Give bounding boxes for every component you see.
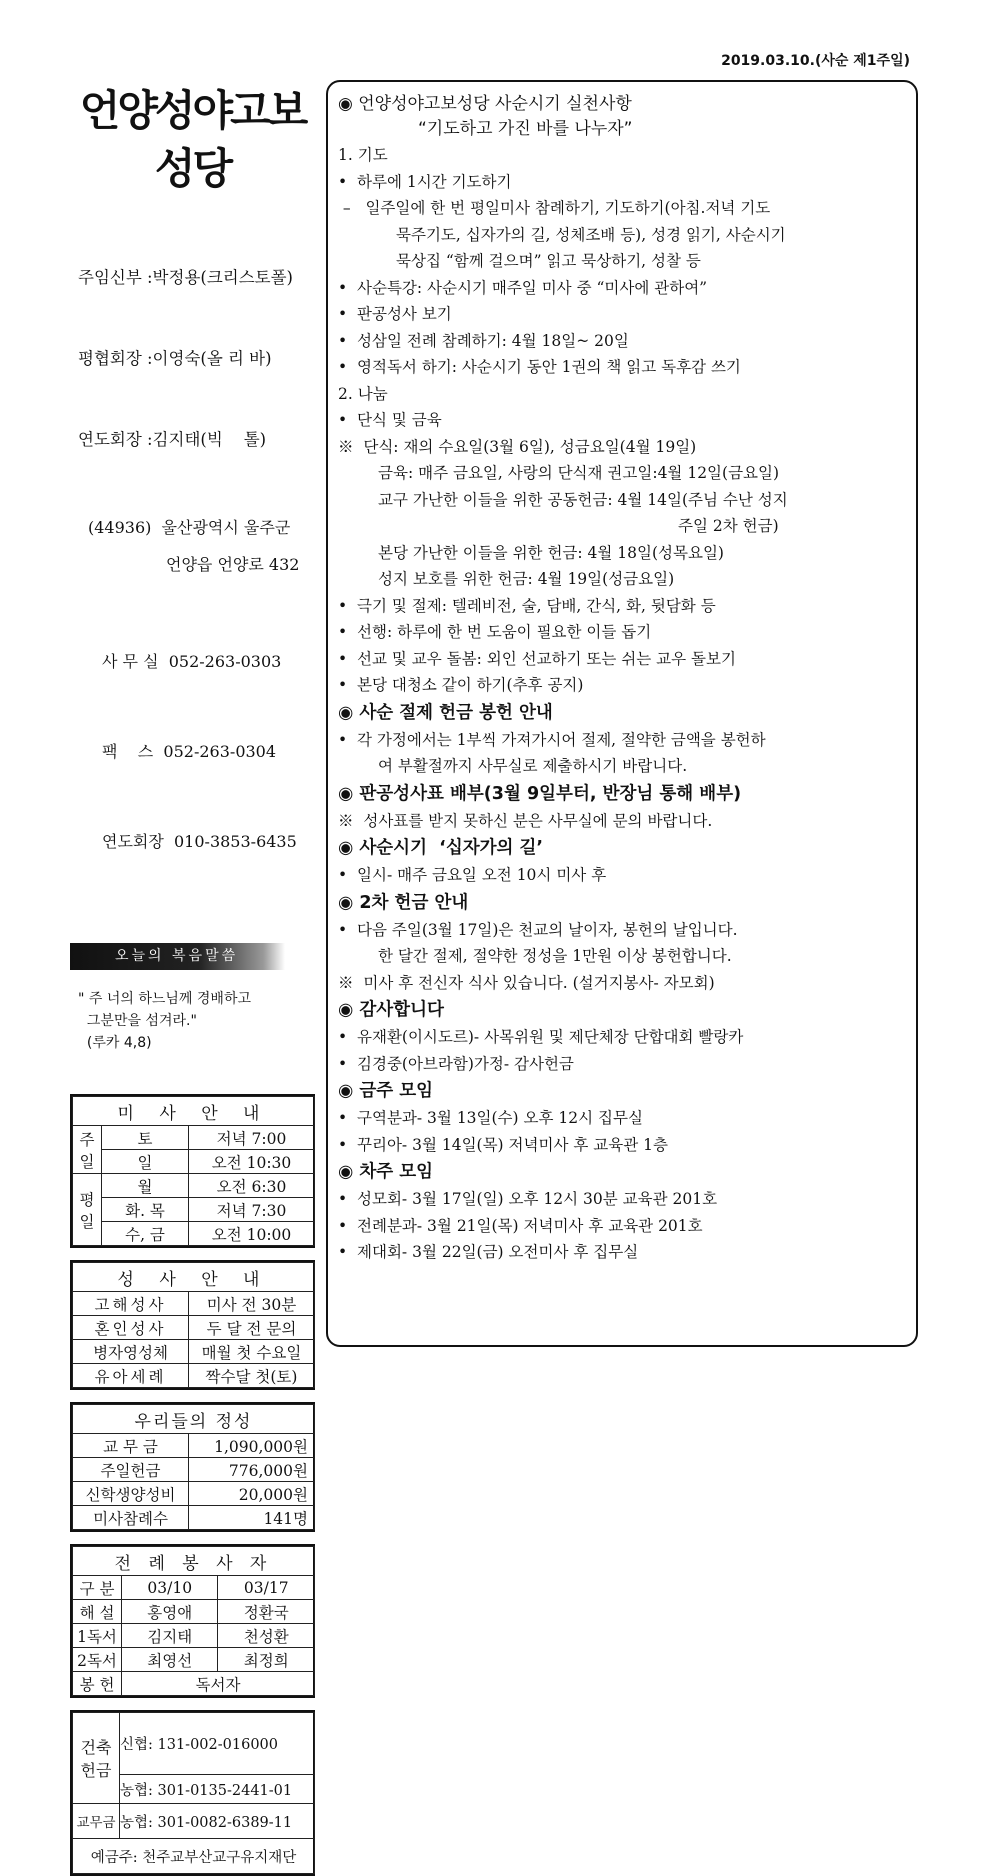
section-heading: ◉ 금주 모임 <box>338 1081 434 1101</box>
mass-time: 오전 6:30 <box>189 1174 315 1198</box>
sacrament-name: 혼인성사 <box>73 1316 189 1340</box>
notice-line: • 구역분과- 3월 13일(수) 오후 12시 집무실 <box>338 1109 643 1127</box>
section-heading: ◉ 2차 헌금 안내 <box>338 892 469 913</box>
liturgy-person: 최정희 <box>218 1648 315 1672</box>
mass-day: 수, 금 <box>102 1222 189 1246</box>
building-account-2: 농협: 301-0135-2441-01 <box>120 1775 315 1804</box>
notice-line: • 사순특강: 사순시기 매주일 미사 중 “미사에 관하여” <box>338 278 708 297</box>
notice-line: 교구 가난한 이들을 위한 공동헌금: 4월 14일(주님 수난 성지 <box>378 490 788 509</box>
staff-pastor: 주임신부 :박정용(크리스토폴) <box>78 268 293 287</box>
mass-day: 화. 목 <box>102 1198 189 1222</box>
notice-line: ※ 미사 후 전신자 식사 있습니다. (설거지봉사- 자모회) <box>338 973 715 992</box>
sacrament-info: 매월 첫 수요일 <box>189 1340 315 1364</box>
church-title <box>70 82 315 198</box>
notice-line: • 제대회- 3월 22일(금) 오전미사 후 집무실 <box>338 1243 639 1261</box>
offerings-table <box>70 1402 315 1532</box>
notice-line: • 성삼일 전례 참례하기: 4월 18일~ 20일 <box>338 331 629 350</box>
notice-line: • 판공성사 보기 <box>338 305 452 323</box>
notice-line: 성지 보호를 위한 헌금: 4월 19일(성금요일) <box>378 570 675 588</box>
section-heading: ◉ 감사합니다 <box>338 1000 444 1020</box>
liturgy-date: 03/17 <box>218 1576 315 1600</box>
title-line-1: 언양성야고보 <box>79 86 306 135</box>
mass-day: 월 <box>102 1174 189 1198</box>
notice-line: • 단식 및 금육 <box>338 411 442 429</box>
mass-day: 토 <box>102 1126 189 1150</box>
notice-lines <box>338 142 913 1266</box>
notice-line: • 본당 대청소 같이 하기(추후 공지) <box>338 676 584 694</box>
contact-yeondo: 연도회장 010-3853-6435 <box>102 832 297 851</box>
section-heading: ◉ 사순 절제 헌금 봉헌 안내 <box>338 702 553 723</box>
notice-line: • 하루에 1시간 기도하기 <box>338 172 512 191</box>
liturgy-header: 전 례 봉 사 자 <box>73 1547 315 1576</box>
notice-line: – 일주일에 한 번 평일미사 참례하기, 기도하기(아침.저녁 기도 <box>338 199 771 217</box>
accounts-table <box>70 1710 315 1876</box>
contact-list <box>70 587 315 917</box>
bulletin-date: 2019.03.10.(사순 제1주일) <box>721 53 910 69</box>
notice-content <box>338 92 913 1266</box>
offering-name: 신학생양성비 <box>73 1482 189 1506</box>
staff-council: 평협회장 :이영숙(올 리 바) <box>78 349 272 368</box>
sacrament-name: 유아세례 <box>73 1364 189 1388</box>
liturgy-offering: 독서자 <box>122 1672 315 1696</box>
notice-line: 1. 기도 <box>338 146 388 164</box>
sacrament-name: 병자영성체 <box>73 1340 189 1364</box>
sacrament-name: 고해성사 <box>73 1292 189 1316</box>
mass-time: 저녁 7:00 <box>189 1126 315 1150</box>
liturgy-person: 천성환 <box>218 1624 315 1648</box>
mass-time: 오전 10:30 <box>189 1150 315 1174</box>
notice-line: • 다음 주일(3월 17일)은 천교의 날이자, 봉헌의 날입니다. <box>338 920 738 939</box>
main-slogan: “기도하고 가진 바를 나누자” <box>418 119 633 139</box>
mass-day: 일 <box>102 1150 189 1174</box>
mass-table <box>70 1094 315 1248</box>
notice-line: ※ 단식: 재의 수요일(3월 6일), 성금요일(4월 19일) <box>338 437 697 456</box>
sacrament-info: 미사 전 30분 <box>189 1292 315 1316</box>
mass-time: 오전 10:00 <box>189 1222 315 1246</box>
sacrament-info: 두 달 전 문의 <box>189 1316 315 1340</box>
section-heading: ◉ 판공성사표 배부(3월 9일부터, 반장님 통해 배부) <box>338 783 742 804</box>
gospel-text: " 주 너의 하느님께 경배하고 그분만을 섬겨라." (루카 4,8) <box>78 991 252 1051</box>
notice-line: 금육: 매주 금요일, 사랑의 단식재 권고일:4월 12일(금요일) <box>378 464 780 482</box>
liturgy-table <box>70 1544 315 1698</box>
notice-line: 묵상집 “함께 걸으며” 읽고 묵상하기, 성찰 등 <box>396 252 701 270</box>
liturgy-person: 최영선 <box>122 1648 218 1672</box>
offering-name: 주일헌금 <box>73 1458 189 1482</box>
notice-line: • 선교 및 교우 돌봄: 외인 선교하기 또는 쉬는 교우 돌보기 <box>338 649 736 668</box>
notice-line: 여 부활절까지 사무실로 제출하시기 바랍니다. <box>378 757 688 775</box>
liturgy-person: 정환국 <box>218 1600 315 1624</box>
staff-yeondo: 연도회장 :김지태(빅 톨) <box>78 430 267 449</box>
sacrament-table <box>70 1260 315 1390</box>
offering-amount: 776,000원 <box>189 1458 315 1482</box>
notice-line: • 유재환(이시도르)- 사목위원 및 제단체장 단합대회 빨랑카 <box>338 1028 744 1046</box>
notice-line: • 일시- 매주 금요일 오전 10시 미사 후 <box>338 866 607 884</box>
notice-line: 묵주기도, 십자가의 길, 성체조배 등), 성경 읽기, 사순시기 <box>396 225 786 244</box>
offering-amount: 20,000원 <box>189 1482 315 1506</box>
left-column <box>70 80 315 1876</box>
title-line-2: 성당 <box>154 144 231 193</box>
liturgy-role: 2독서 <box>73 1648 122 1672</box>
section-heading: ◉ 사순시기 ‘십자가의 길’ <box>338 838 544 858</box>
liturgy-person: 홍영애 <box>122 1600 218 1624</box>
section-heading: ◉ 차주 모임 <box>338 1162 434 1182</box>
liturgy-role: 해 설 <box>73 1600 122 1624</box>
sacrament-info: 짝수달 첫(토) <box>189 1364 315 1388</box>
address-line-2: 언양읍 언양로 432 <box>166 555 300 574</box>
liturgy-role: 봉 헌 <box>73 1672 122 1696</box>
address-line-1: (44936) 울산광역시 울주군 <box>88 518 291 537</box>
offerings-header: 우리들의 정성 <box>73 1405 315 1434</box>
offering-amount: 1,090,000원 <box>189 1434 315 1458</box>
building-account-1: 신협: 131-002-016000 <box>120 1713 315 1775</box>
staff-list <box>70 210 315 507</box>
notice-line: • 영적독서 하기: 사순시기 동안 1권의 책 읽고 독후감 쓰기 <box>338 358 741 376</box>
notice-line: 본당 가난한 이들을 위한 헌금: 4월 18일(성목요일) <box>378 543 724 562</box>
weekday-label: 평일 <box>73 1174 102 1246</box>
notice-line: • 선행: 하루에 한 번 도움이 필요한 이들 돕기 <box>338 623 652 641</box>
contact-office: 사 무 실 052-263-0303 <box>102 652 282 671</box>
church-account: 농협: 301-0082-6389-11 <box>120 1804 315 1839</box>
notice-line: • 꾸리아- 3월 14일(목) 저녁미사 후 교육관 1층 <box>338 1135 668 1154</box>
notice-line: 한 달간 절제, 절약한 정성을 1만원 이상 봉헌합니다. <box>378 947 732 965</box>
notice-line: • 극기 및 절제: 텔레비전, 술, 담배, 간식, 화, 뒷담화 등 <box>338 596 716 615</box>
mass-time: 저녁 7:30 <box>189 1198 315 1222</box>
offering-name: 미사참례수 <box>73 1506 189 1530</box>
notice-line: ※ 성사표를 받지 못하신 분은 사무실에 문의 바랍니다. <box>338 811 713 830</box>
notice-line: • 김경중(아브라함)가정- 감사헌금 <box>338 1054 574 1073</box>
liturgy-role: 1독서 <box>73 1624 122 1648</box>
building-fund-label: 건축헌금 <box>73 1713 120 1804</box>
liturgy-col-label: 구 분 <box>73 1576 122 1600</box>
mass-header: 미 사 안 내 <box>73 1097 315 1126</box>
notice-line: • 각 가정에서는 1부씩 가져가시어 절제, 절약한 금액을 봉헌하 <box>338 730 766 749</box>
sacrament-header: 성 사 안 내 <box>73 1263 315 1292</box>
notice-line: • 성모회- 3월 17일(일) 오후 12시 30분 교육관 201호 <box>338 1190 718 1208</box>
account-holder: 예금주: 천주교부산교구유지재단 <box>73 1839 315 1874</box>
liturgy-person: 김지태 <box>122 1624 218 1648</box>
contact-fax: 팩 스 052-263-0304 <box>102 742 277 761</box>
church-fund-label: 교무금 <box>73 1804 120 1839</box>
main-heading: ◉ 언양성야고보성당 사순시기 실천사항 <box>338 94 632 114</box>
notice-line: 주일 2차 헌금) <box>678 517 779 535</box>
notice-line: 2. 나눔 <box>338 384 388 403</box>
gospel-header: 오늘의 복음말씀 <box>70 943 285 970</box>
liturgy-date: 03/10 <box>122 1576 218 1600</box>
sunday-label: 주일 <box>73 1126 102 1174</box>
offering-name: 교 무 금 <box>73 1434 189 1458</box>
notice-line: • 전례분과- 3월 21일(목) 저녁미사 후 교육관 201호 <box>338 1216 703 1235</box>
offering-amount: 141명 <box>189 1506 315 1530</box>
